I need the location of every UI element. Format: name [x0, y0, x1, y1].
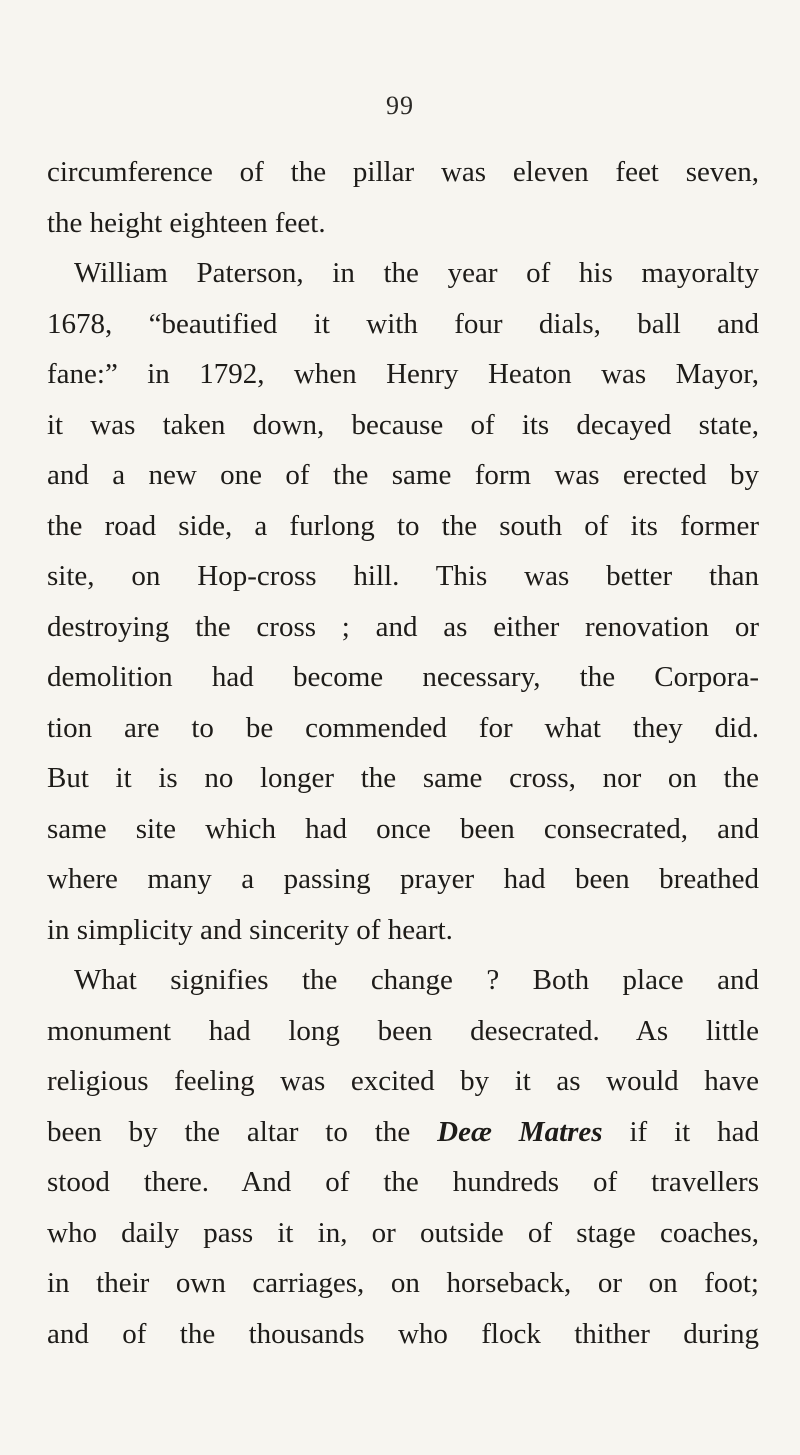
text-line-main: religious feeling was excited by it as would have [47, 1065, 759, 1097]
text-line-main: where many a passing prayer had been breathed [47, 863, 759, 895]
text-line-main: the road side, a furlong to the south of its former [47, 509, 759, 542]
text-line [47, 400, 759, 451]
text-line [47, 248, 759, 299]
text-line [47, 1309, 759, 1360]
text-line-main: destroying the cross ; and as either renovation or [47, 610, 759, 643]
text-line-main: site, on Hop-cross hill. This was better than [47, 560, 759, 592]
page-number: 99 [386, 91, 414, 120]
text-line [47, 1258, 759, 1309]
text-line-main: in their own carriages, on horseback, or on foot; [47, 1267, 759, 1299]
text-line [47, 198, 759, 249]
text-line [47, 501, 759, 552]
text-line [47, 703, 759, 754]
text-line [47, 905, 759, 956]
body-text [47, 147, 759, 1359]
text-line [47, 299, 759, 350]
text-line-main: been by the altar to the [47, 1115, 438, 1148]
text-line [47, 349, 759, 400]
text-line-main: it was taken down, because of its decayed state, [47, 408, 759, 441]
text-line [47, 955, 759, 1006]
text-line [47, 450, 759, 501]
text-line [47, 1056, 759, 1107]
text-line-main: 1678, “beautified it with four dials, ball and [47, 307, 759, 340]
text-line [47, 854, 759, 905]
text-line-main: fane:” in 1792, when Henry Heaton was Mayor, [47, 358, 759, 390]
text-line-main: But it is no longer the same cross, nor on the [47, 762, 759, 794]
italic-phrase: Deæ Matres [437, 1115, 603, 1148]
text-line-main: William Paterson, in the year of his mayoralty [74, 257, 759, 289]
text-line [47, 1208, 759, 1259]
text-line-main: the height eighteen feet. [47, 206, 326, 239]
text-line-tail: if it had [602, 1115, 759, 1148]
text-line-main: What signifies the change ? Both place and [74, 964, 759, 996]
text-line [47, 551, 759, 602]
text-line [47, 652, 759, 703]
text-line [47, 602, 759, 653]
text-line-main: and of the thousands who flock thither during [47, 1317, 759, 1350]
text-line-main: monument had long been desecrated. As little [47, 1014, 759, 1047]
text-line-main: who daily pass it in, or outside of stage coaches, [47, 1216, 759, 1249]
text-line-main: same site which had once been consecrated, and [47, 812, 759, 845]
text-line [47, 753, 759, 804]
text-line [47, 147, 759, 198]
text-line [47, 1006, 759, 1057]
text-line [47, 804, 759, 855]
text-line-main: in simplicity and sincerity of heart. [47, 913, 453, 946]
text-line-main: stood there. And of the hundreds of travellers [47, 1166, 759, 1198]
text-line [47, 1107, 759, 1158]
text-line-main: demolition had become necessary, the Corpora- [47, 661, 759, 693]
text-line-main: tion are to be commended for what they did. [47, 711, 759, 744]
text-line-main: and a new one of the same form was erected by [47, 459, 759, 491]
text-line-main: circumference of the pillar was eleven feet seven, [47, 156, 759, 188]
text-line [47, 1157, 759, 1208]
